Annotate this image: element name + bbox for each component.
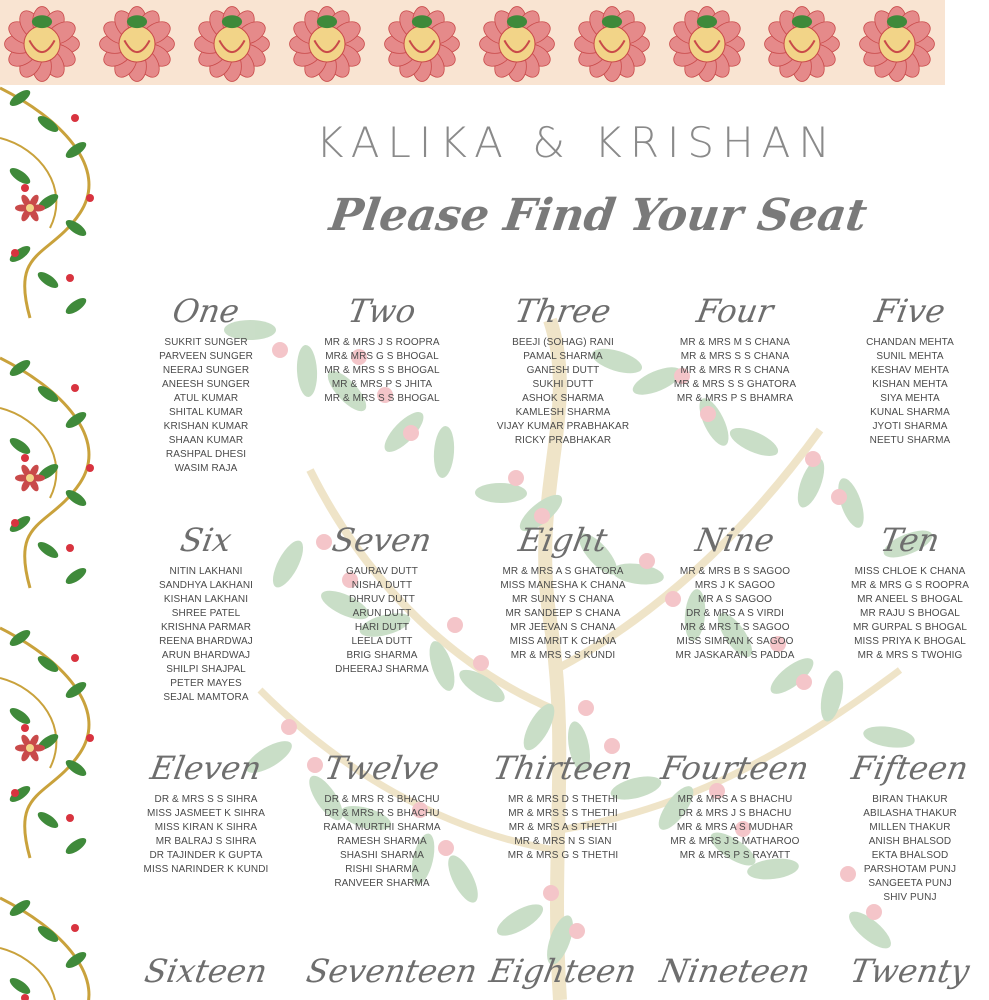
guest-name: MR BALRAJ S SIHRA <box>155 836 257 847</box>
guest-name: GANESH DUTT <box>526 365 600 376</box>
guest-name: MR A S SAGOO <box>698 594 772 605</box>
guest-name: SHIV PUNJ <box>883 892 937 903</box>
guest-list <box>835 793 985 905</box>
table-name: Eleven <box>147 749 265 787</box>
guest-name: MRS J K SAGOO <box>694 580 776 591</box>
table-name: Three <box>512 292 614 330</box>
guest-name: MR & MRS J S ROOPRA <box>324 337 440 348</box>
guest-name: MR & MRS S S BHOGAL <box>324 365 440 376</box>
guest-name: HARI DUTT <box>354 622 410 633</box>
guest-name: PARSHOTAM PUNJ <box>863 864 957 875</box>
guest-name: DHEERAJ SHARMA <box>335 664 429 675</box>
guest-name: ANEESH SUNGER <box>162 379 250 390</box>
guest-name: EKTA BHALSOD <box>871 850 949 861</box>
guest-name: BRIG SHARMA <box>346 650 418 661</box>
guest-name: DR & MRS R S BHACHU <box>324 808 440 819</box>
table-name: Thirteen <box>490 749 636 787</box>
guest-name: SEJAL MAMTORA <box>163 692 249 703</box>
guest-name: MR & MRS N S SIAN <box>514 836 612 847</box>
guest-name: MISS SIMRAN K SAGOO <box>676 636 794 647</box>
guest-list <box>131 793 281 877</box>
table-name: Eight <box>515 521 611 559</box>
guest-name: MR JEEVAN S CHANA <box>510 622 616 633</box>
table-15-inner <box>835 747 985 905</box>
guest-name: RANVEER SHARMA <box>334 878 430 889</box>
guest-name: MR & MRS J S MATHAROO <box>670 836 800 847</box>
table-15 <box>835 747 972 905</box>
guest-name: MISS MANESHA K CHANA <box>500 580 626 591</box>
table-name: Ten <box>877 521 943 559</box>
table-name: Six <box>177 521 235 559</box>
guest-name: JYOTI SHARMA <box>872 421 948 432</box>
guest-name: MR & MRS S S GHATORA <box>673 379 797 390</box>
vine-motif <box>0 87 94 318</box>
floral-left-border <box>0 78 110 1000</box>
table-1 <box>131 290 281 476</box>
guest-list <box>835 565 985 663</box>
guest-name: MISS JASMEET K SIHRA <box>147 808 265 819</box>
guest-list <box>307 565 457 677</box>
guest-name: RISHI SHARMA <box>345 864 419 875</box>
guest-name: MR & MRS A S MUDHAR <box>676 822 794 833</box>
table-name: Fourteen <box>658 749 812 787</box>
guest-name: MR & MRS S S BHOGAL <box>324 393 440 404</box>
table-10-inner <box>835 519 985 663</box>
guest-name: MR & MRS S S THETHI <box>508 808 618 819</box>
guest-list <box>307 793 457 891</box>
guest-name: PARVEEN SUNGER <box>159 351 253 362</box>
guest-name: DR & MRS R S BHACHU <box>324 794 440 805</box>
table-name: Sixteen <box>141 952 271 990</box>
guest-name: SHILPI SHAJPAL <box>166 664 246 675</box>
guest-name: MR & MRS A S BHACHU <box>677 794 793 805</box>
guest-name: KUNAL SHARMA <box>870 407 950 418</box>
guest-list <box>835 336 985 448</box>
guest-name: MR & MRS D S THETHI <box>507 794 619 805</box>
vine-motif <box>0 897 94 1000</box>
guest-list <box>660 565 810 663</box>
guest-name: MR & MRS M S CHANA <box>679 337 791 348</box>
guest-name: SHAAN KUMAR <box>168 435 244 446</box>
guest-name: MR & MRS R S CHANA <box>680 365 790 376</box>
table-name: Five <box>871 292 949 330</box>
table-name: Seventeen <box>303 952 481 990</box>
guest-name: MISS KIRAN K SIHRA <box>154 822 258 833</box>
table-3 <box>488 290 638 448</box>
guest-name: MR SUNNY S CHANA <box>512 594 614 605</box>
table-7 <box>307 519 457 677</box>
guest-name: MILLEN THAKUR <box>869 822 951 833</box>
guest-name: ANISH BHALSOD <box>868 836 952 847</box>
guest-name: ARUN DUTT <box>352 608 412 619</box>
table-9 <box>660 519 810 663</box>
table-18 <box>488 950 638 992</box>
table-20 <box>835 950 973 992</box>
guest-list <box>488 565 638 663</box>
guest-name: SHASHI SHARMA <box>339 850 425 861</box>
table-13 <box>488 747 638 863</box>
guest-name: MR& MRS G S BHOGAL <box>325 351 439 362</box>
guest-name: MR & MRS P S BHAMRA <box>676 393 794 404</box>
table-17 <box>303 950 481 992</box>
guest-name: ABILASHA THAKUR <box>863 808 957 819</box>
guest-list <box>660 793 810 863</box>
guest-name: MR GURPAL S BHOGAL <box>852 622 968 633</box>
guest-name: SHITAL KUMAR <box>169 407 243 418</box>
guest-name: PETER MAYES <box>170 678 242 689</box>
vine-motif <box>0 357 94 588</box>
table-name: One <box>169 292 243 330</box>
guest-name: DHRUV DUTT <box>349 594 415 605</box>
guest-name: KRISHNA PARMAR <box>160 622 252 633</box>
table-11 <box>131 747 281 877</box>
guest-name: MR & MRS G S ROOPRA <box>850 580 970 591</box>
table-name: Four <box>693 292 777 330</box>
table-5 <box>835 290 954 448</box>
table-12 <box>307 747 457 891</box>
guest-name: ARUN BHARDWAJ <box>161 650 251 661</box>
table-2 <box>307 290 457 406</box>
guest-name: SANGEETA PUNJ <box>868 878 952 889</box>
guest-name: KRISHAN KUMAR <box>163 421 249 432</box>
guest-name: DR & MRS A S VIRDI <box>686 608 784 619</box>
guest-name: MISS PRIYA K BHOGAL <box>854 636 966 647</box>
guest-name: DR TAJINDER K GUPTA <box>149 850 263 861</box>
guest-name: RAMA MURTHI SHARMA <box>323 822 441 833</box>
guest-name: MR SANDEEP S CHANA <box>505 608 621 619</box>
guest-name: VIJAY KUMAR PRABHAKAR <box>496 421 630 432</box>
guest-name: DR & MRS S S SIHRA <box>154 794 258 805</box>
guest-name: DR & MRS J S BHACHU <box>678 808 792 819</box>
guest-list <box>131 565 281 705</box>
guest-name: BEEJI (SOHAG) RANI <box>512 337 614 348</box>
guest-name: KESHAV MEHTA <box>870 365 950 376</box>
guest-name: SUNIL MEHTA <box>876 351 944 362</box>
guest-name: SUKHI DUTT <box>532 379 594 390</box>
table-14 <box>660 747 810 863</box>
table-name: Twenty <box>847 952 973 990</box>
table-5-inner <box>835 290 985 448</box>
vine-motif <box>0 627 94 858</box>
guest-list <box>488 336 638 448</box>
table-6 <box>131 519 281 705</box>
guest-name: MR & MRS G S THETHI <box>507 850 619 861</box>
guest-name: PAMAL SHARMA <box>523 351 603 362</box>
guest-name: RICKY PRABHAKAR <box>514 435 612 446</box>
guest-name: GAURAV DUTT <box>345 566 419 577</box>
guest-name: MR & MRS A S THETHI <box>508 822 618 833</box>
guest-name: MR RAJU S BHOGAL <box>860 608 960 619</box>
guest-name: BIRAN THAKUR <box>872 794 948 805</box>
guest-list <box>307 336 457 406</box>
table-name: Fifteen <box>848 749 972 787</box>
guest-name: SHREE PATEL <box>171 608 241 619</box>
guest-name: MR & MRS T S SAGOO <box>680 622 790 633</box>
guest-name: SIYA MEHTA <box>880 393 940 404</box>
guest-list <box>660 336 810 406</box>
guest-name: KISHAN LAKHANI <box>163 594 249 605</box>
table-10 <box>835 519 970 663</box>
guest-name: MR ANEEL S BHOGAL <box>857 594 963 605</box>
guest-name: MR & MRS A S GHATORA <box>502 566 624 577</box>
guest-name: REENA BHARDWAJ <box>159 636 253 647</box>
table-name: Eighteen <box>486 952 640 990</box>
guest-name: NISHA DUTT <box>351 580 413 591</box>
guest-name: WASIM RAJA <box>174 463 238 474</box>
guest-list <box>131 336 281 476</box>
guest-name: SUKRIT SUNGER <box>164 337 248 348</box>
table-name: Nineteen <box>657 952 813 990</box>
guest-name: RASHPAL DHESI <box>165 449 247 460</box>
table-16 <box>131 950 281 992</box>
guest-name: MR & MRS P S RAYATT <box>679 850 791 861</box>
guest-name: MISS AMRIT K CHANA <box>509 636 617 647</box>
guest-name: MR & MRS B S SAGOO <box>679 566 791 577</box>
guest-name: ATUL KUMAR <box>173 393 239 404</box>
table-19 <box>657 950 813 992</box>
guest-list <box>488 793 638 863</box>
guest-name: NEETU SHARMA <box>869 435 951 446</box>
table-name: Twelve <box>321 749 443 787</box>
guest-name: MISS NARINDER K KUNDI <box>143 864 269 875</box>
table-name: Nine <box>692 521 778 559</box>
guest-name: MR & MRS S TWOHIG <box>857 650 963 661</box>
table-8 <box>488 519 638 663</box>
table-name: Seven <box>329 521 435 559</box>
couple-names-title: KALIKA & KRISHAN <box>316 118 838 167</box>
guest-name: CHANDAN MEHTA <box>866 337 954 348</box>
guest-name: SANDHYA LAKHANI <box>158 580 254 591</box>
guest-name: RAMESH SHARMA <box>337 836 427 847</box>
find-your-seat-subtitle: Please Find Your Seat <box>326 190 871 241</box>
guest-name: MR & MRS P S JHITA <box>331 379 433 390</box>
guest-name: KISHAN MEHTA <box>872 379 948 390</box>
table-20-inner <box>835 950 985 992</box>
guest-name: LEELA DUTT <box>351 636 413 647</box>
guest-name: NITIN LAKHANI <box>169 566 243 577</box>
guest-name: KAMLESH SHARMA <box>515 407 611 418</box>
guest-name: NEERAJ SUNGER <box>162 365 250 376</box>
guest-name: MISS CHLOE K CHANA <box>854 566 966 577</box>
guest-name: ASHOK SHARMA <box>522 393 604 404</box>
guest-name: MR & MRS S S CHANA <box>680 351 790 362</box>
floral-top-border <box>0 0 945 90</box>
guest-name: MR & MRS S S KUNDI <box>510 650 616 661</box>
guest-name: MR JASKARAN S PADDA <box>675 650 795 661</box>
table-name: Two <box>345 292 419 330</box>
table-4 <box>660 290 810 406</box>
